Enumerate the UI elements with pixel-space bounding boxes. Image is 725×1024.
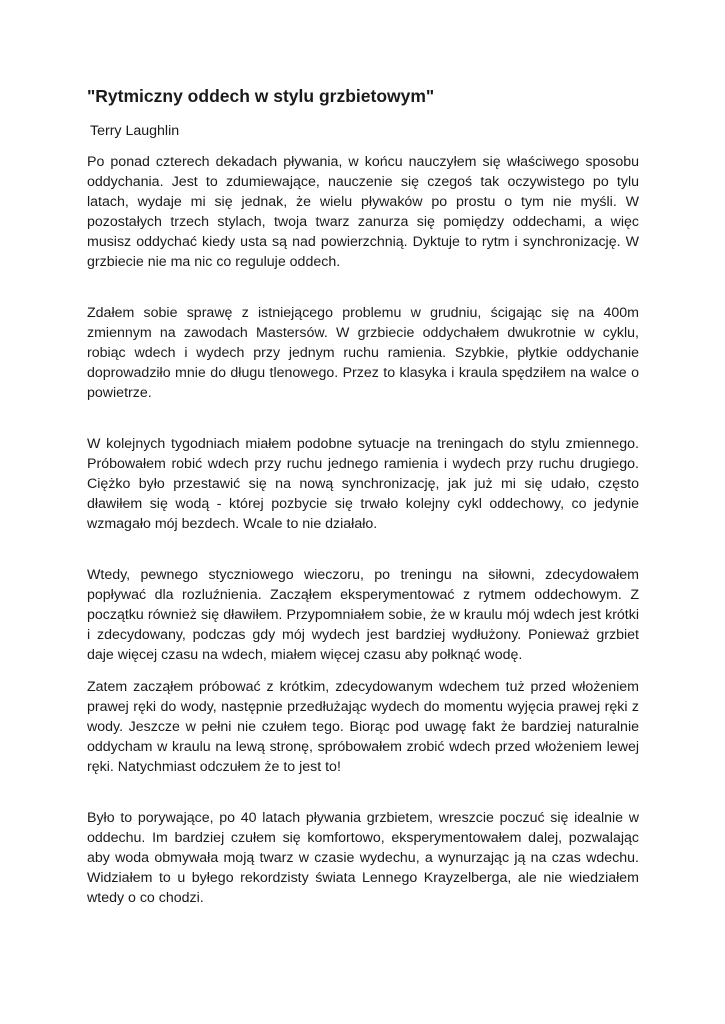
paragraph-1: Po ponad czterech dekadach pływania, w końcu nauczyłem się właściwego sposobu oddychania. Jest to zdumiewające, nauczenie się czegoś tak oczywistego po tylu latach, wydaje mi się jednak, że wielu pływaków po prostu o tym nie myśli. W pozostałych trzech stylach, twoja twarz zanurza się pomiędzy oddechami, a więc musisz oddychać kiedy usta są nad powierzchnią. Dyktuje to rytm i synchronizację. W grzbiecie nie ma nic co reguluje oddech. [87, 154, 639, 270]
paragraph-2: Zdałem sobie sprawę z istniejącego problemu w grudniu, ścigając się na 400m zmiennym na zawodach Mastersów. W grzbiecie oddychałem dwukrotnie w cyklu, robiąc wdech i wydech przy jednym ruchu ramienia. Szybkie, płytkie oddychanie doprowadziło mnie do długu tlenowego. Przez to klasyka i kraula spędziłem na walce o powietrze. [87, 305, 639, 401]
document-page [87, 85, 639, 908]
paragraph-3: W kolejnych tygodniach miałem podobne sytuacje na treningach do stylu zmiennego. Próbowałem robić wdech przy ruchu jednego ramienia i wydech przy ruchu drugiego. Ciężko było przestawić się na nową synchronizację, jak już mi się udało, często dławiłem się wodą - której pozbycie się trwało kolejny cykl oddechowy, co jedynie wzmagało mój bezdech. Wcale to nie działało. [87, 436, 639, 532]
paragraph-4: Wtedy, pewnego styczniowego wieczoru, po treningu na siłowni, zdecydowałem popływać dla rozluźnienia. Zacząłem eksperymentować z rytmem oddechowym. Z początku również się dławiłem. Przypomniałem sobie, że w kraulu mój wdech jest krótki i zdecydowany, podczas gdy mój wydech jest bardziej wydłużony. Ponieważ grzbiet daje więcej czasu na wdech, miałem więcej czasu aby połknąć wodę. [87, 567, 639, 663]
paragraph-6: Było to porywające, po 40 latach pływania grzbietem, wreszcie poczuć się idealnie w oddechu. Im bardziej czułem się komfortowo, eksperymentowałem dalej, pozwalając aby woda obmywała moją twarz w czasie wydechu, a wynurzając ją na czas wdechu. Widziałem to u byłego rekordzisty świata Lennego Krayzelberga, ale nie wiedziałem wtedy o co chodzi. [87, 810, 639, 906]
document-title: "Rytmiczny oddech w stylu grzbietowym" [87, 86, 435, 106]
paragraph-5: Zatem zacząłem próbować z krótkim, zdecydowanym wdechem tuż przed włożeniem prawej ręki do wody, następnie przedłużając wydech do momentu wyjęcia prawej ręki z wody. Jeszcze w pełni nie czułem tego. Biorąc pod uwagę fakt że bardziej naturalnie oddycham w kraulu na lewą stronę, spróbowałem zrobić wdech przed włożeniem lewej ręki. Natychmiast odczułem że to jest to! [87, 679, 639, 775]
document-author: Terry Laughlin [90, 123, 180, 139]
